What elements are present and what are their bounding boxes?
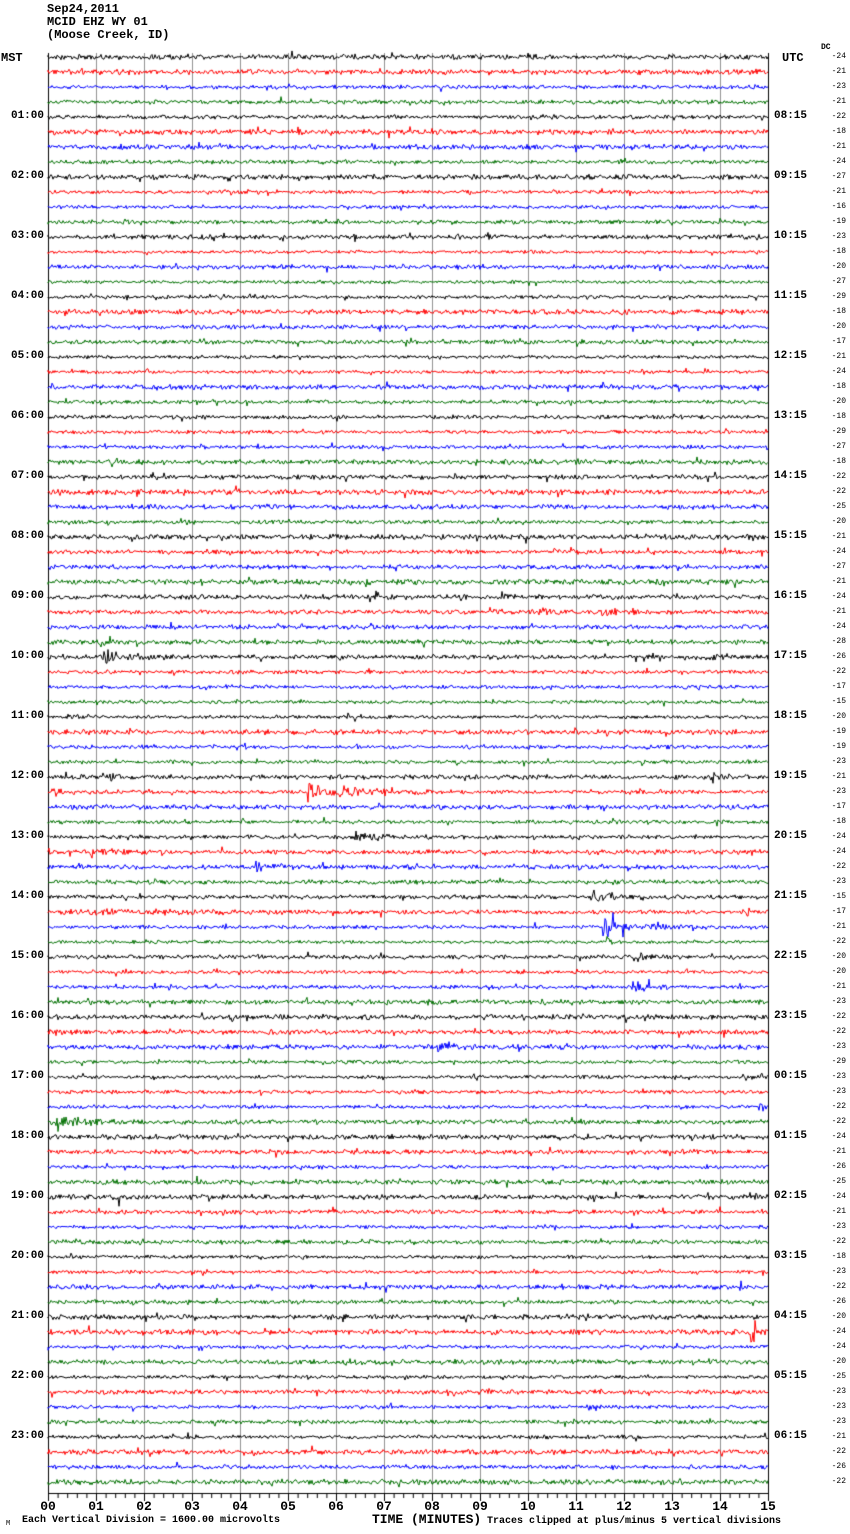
dc-offset-value: -23 xyxy=(831,1402,846,1411)
dc-offset-value: -23 xyxy=(831,1387,846,1396)
mst-hour-label: 20:00 xyxy=(10,1250,44,1262)
mst-hour-label: 05:00 xyxy=(10,350,44,362)
dc-offset-value: -23 xyxy=(831,1087,846,1096)
dc-offset-value: -26 xyxy=(831,1162,846,1171)
utc-hour-label: 12:15 xyxy=(774,350,808,362)
dc-offset-value: -20 xyxy=(831,952,846,961)
dc-offset-value: -22 xyxy=(831,667,846,676)
dc-offset-value: -18 xyxy=(831,457,846,466)
dc-offset-value: -27 xyxy=(831,562,846,571)
dc-offset-value: -26 xyxy=(831,1462,846,1471)
dc-offset-value: -22 xyxy=(831,1027,846,1036)
mst-hour-label: 11:00 xyxy=(10,710,44,722)
dc-offset-value: -18 xyxy=(831,127,846,136)
mst-hour-label: 16:00 xyxy=(10,1010,44,1022)
dc-offset-value: -24 xyxy=(831,367,846,376)
dc-offset-value: -25 xyxy=(831,502,846,511)
dc-offset-value: -22 xyxy=(831,1477,846,1486)
utc-hour-label: 01:15 xyxy=(774,1130,808,1142)
dc-offset-value: -24 xyxy=(831,1192,846,1201)
utc-hour-label: 05:15 xyxy=(774,1370,808,1382)
mst-hour-label: 10:00 xyxy=(10,650,44,662)
utc-hour-label: 20:15 xyxy=(774,830,808,842)
utc-hour-label: 09:15 xyxy=(774,170,808,182)
mst-hour-label: 08:00 xyxy=(10,530,44,542)
utc-hour-label: 08:15 xyxy=(774,110,808,122)
x-axis-tick-label: 08 xyxy=(424,1499,440,1514)
dc-offset-value: -23 xyxy=(831,1267,846,1276)
dc-offset-value: -21 xyxy=(831,1147,846,1156)
dc-offset-value: -21 xyxy=(831,97,846,106)
dc-offset-value: -21 xyxy=(831,352,846,361)
dc-offset-value: -21 xyxy=(831,577,846,586)
dc-offset-value: -24 xyxy=(831,1327,846,1336)
dc-offset-value: -24 xyxy=(831,592,846,601)
dc-offset-value: -17 xyxy=(831,682,846,691)
dc-offset-value: -24 xyxy=(831,847,846,856)
dc-offset-value: -20 xyxy=(831,1312,846,1321)
x-axis-tick-label: 03 xyxy=(184,1499,200,1514)
utc-hour-label: 16:15 xyxy=(774,590,808,602)
utc-hour-label: 15:15 xyxy=(774,530,808,542)
dc-offset-value: -24 xyxy=(831,52,846,61)
dc-offset-value: -18 xyxy=(831,307,846,316)
dc-offset-value: -21 xyxy=(831,67,846,76)
x-axis-tick-label: 09 xyxy=(472,1499,488,1514)
dc-offset-value: -18 xyxy=(831,412,846,421)
x-axis-tick-label: 00 xyxy=(40,1499,56,1514)
utc-hour-label: 06:15 xyxy=(774,1430,808,1442)
clip-note: Traces clipped at plus/minus 5 vertical divisions xyxy=(487,1516,782,1527)
x-axis-tick-label: 04 xyxy=(232,1499,248,1514)
dc-offset-value: -22 xyxy=(831,1282,846,1291)
x-axis-tick-label: 02 xyxy=(136,1499,152,1514)
dc-offset-value: -17 xyxy=(831,337,846,346)
dc-offset-value: -22 xyxy=(831,937,846,946)
dc-offset-value: -26 xyxy=(831,1297,846,1306)
utc-hour-label: 23:15 xyxy=(774,1010,808,1022)
dc-offset-value: -21 xyxy=(831,142,846,151)
dc-offset-value: -16 xyxy=(831,202,846,211)
dc-offset-value: -29 xyxy=(831,1057,846,1066)
utc-hour-label: 22:15 xyxy=(774,950,808,962)
dc-offset-value: -27 xyxy=(831,442,846,451)
dc-offset-value: -19 xyxy=(831,217,846,226)
dc-offset-value: -21 xyxy=(831,922,846,931)
dc-offset-value: -15 xyxy=(831,892,846,901)
mst-hour-label: 07:00 xyxy=(10,470,44,482)
utc-hour-label: 13:15 xyxy=(774,410,808,422)
mst-hour-label: 03:00 xyxy=(10,230,44,242)
x-axis-tick-label: 14 xyxy=(712,1499,728,1514)
dc-offset-value: -25 xyxy=(831,1372,846,1381)
dc-offset-value: -23 xyxy=(831,1417,846,1426)
mst-hour-label: 22:00 xyxy=(10,1370,44,1382)
dc-offset-value: -20 xyxy=(831,517,846,526)
dc-offset-value: -22 xyxy=(831,1012,846,1021)
dc-offset-value: -22 xyxy=(831,112,846,121)
x-axis-tick-label: 06 xyxy=(328,1499,344,1514)
dc-offset-value: -22 xyxy=(831,1237,846,1246)
dc-offset-value: -21 xyxy=(831,1207,846,1216)
utc-hour-label: 17:15 xyxy=(774,650,808,662)
dc-offset-value: -24 xyxy=(831,157,846,166)
utc-hour-label: 21:15 xyxy=(774,890,808,902)
utc-hour-label: 03:15 xyxy=(774,1250,808,1262)
left-axis-header-mst: MST xyxy=(1,51,23,65)
dc-offset-value: -24 xyxy=(831,547,846,556)
mst-hour-label: 21:00 xyxy=(10,1310,44,1322)
x-axis-tick-label: 07 xyxy=(376,1499,392,1514)
dc-offset-value: -20 xyxy=(831,262,846,271)
dc-offset-value: -17 xyxy=(831,907,846,916)
dc-offset-value: -23 xyxy=(831,787,846,796)
mst-hour-label: 19:00 xyxy=(10,1190,44,1202)
mst-hour-label: 02:00 xyxy=(10,170,44,182)
mst-hour-label: 17:00 xyxy=(10,1070,44,1082)
dc-offset-value: -18 xyxy=(831,382,846,391)
mst-hour-label: 06:00 xyxy=(10,410,44,422)
dc-offset-value: -20 xyxy=(831,712,846,721)
dc-offset-value: -24 xyxy=(831,1342,846,1351)
dc-offset-value: -20 xyxy=(831,1357,846,1366)
dc-offset-value: -19 xyxy=(831,742,846,751)
dc-offset-value: -21 xyxy=(831,187,846,196)
title-station: MCID EHZ WY 01 xyxy=(47,15,148,29)
mst-hour-label: 12:00 xyxy=(10,770,44,782)
x-axis-tick-label: 01 xyxy=(88,1499,104,1514)
x-axis-tick-label: 05 xyxy=(280,1499,296,1514)
x-axis-tick-label: 12 xyxy=(616,1499,632,1514)
x-axis-tick-label: 15 xyxy=(760,1499,776,1514)
dc-offset-value: -22 xyxy=(831,1102,846,1111)
dc-offset-value: -25 xyxy=(831,1177,846,1186)
right-axis-header-utc: UTC xyxy=(782,51,804,65)
utc-hour-label: 14:15 xyxy=(774,470,808,482)
dc-offset-value: -22 xyxy=(831,862,846,871)
dc-offset-value: -21 xyxy=(831,532,846,541)
mst-hour-label: 15:00 xyxy=(10,950,44,962)
dc-offset-value: -22 xyxy=(831,487,846,496)
dc-offset-value: -24 xyxy=(831,832,846,841)
dc-offset-value: -21 xyxy=(831,772,846,781)
dc-offset-value: -23 xyxy=(831,997,846,1006)
dc-offset-value: -24 xyxy=(831,1132,846,1141)
dc-offset-value: -21 xyxy=(831,1432,846,1441)
dc-offset-value: -29 xyxy=(831,427,846,436)
utc-hour-label: 04:15 xyxy=(774,1310,808,1322)
dc-offset-value: -21 xyxy=(831,982,846,991)
utc-hour-label: 10:15 xyxy=(774,230,808,242)
dc-offset-value: -23 xyxy=(831,1222,846,1231)
dc-offset-value: -17 xyxy=(831,802,846,811)
dc-offset-value: -21 xyxy=(831,607,846,616)
x-axis-tick-label: 10 xyxy=(520,1499,536,1514)
utc-hour-label: 18:15 xyxy=(774,710,808,722)
title-date: Sep24,2011 xyxy=(47,2,120,16)
x-axis-tick-label: 13 xyxy=(664,1499,680,1514)
dc-offset-value: -18 xyxy=(831,817,846,826)
mst-hour-label: 18:00 xyxy=(10,1130,44,1142)
dc-offset-value: -26 xyxy=(831,652,846,661)
vertical-division-scale-note: Each Vertical Division = 1600.00 microvolts xyxy=(22,1515,281,1526)
mst-hour-label: 23:00 xyxy=(10,1430,44,1442)
mst-hour-label: 13:00 xyxy=(10,830,44,842)
utc-hour-label: 11:15 xyxy=(774,290,808,302)
dc-offset-column-header: DC xyxy=(821,43,831,52)
mst-hour-label: 04:00 xyxy=(10,290,44,302)
dc-offset-value: -23 xyxy=(831,1042,846,1051)
dc-offset-value: -24 xyxy=(831,622,846,631)
dc-offset-value: -23 xyxy=(831,232,846,241)
dc-offset-value: -23 xyxy=(831,1072,846,1081)
dc-offset-value: -23 xyxy=(831,82,846,91)
dc-offset-value: -27 xyxy=(831,172,846,181)
dc-offset-value: -29 xyxy=(831,292,846,301)
dc-offset-value: -19 xyxy=(831,727,846,736)
dc-offset-value: -28 xyxy=(831,637,846,646)
utc-hour-label: 19:15 xyxy=(774,770,808,782)
mst-hour-label: 01:00 xyxy=(10,110,44,122)
dc-offset-value: -23 xyxy=(831,877,846,886)
dc-offset-value: -15 xyxy=(831,697,846,706)
x-axis-title: TIME (MINUTES) xyxy=(372,1512,482,1527)
mst-hour-label: 09:00 xyxy=(10,590,44,602)
title-location: (Moose Creek, ID) xyxy=(47,28,170,42)
dc-offset-value: -18 xyxy=(831,247,846,256)
dc-offset-value: -20 xyxy=(831,322,846,331)
dc-offset-value: -27 xyxy=(831,277,846,286)
dc-offset-value: -20 xyxy=(831,967,846,976)
dc-offset-value: -23 xyxy=(831,757,846,766)
corner-mark: M xyxy=(6,1520,11,1528)
utc-hour-label: 02:15 xyxy=(774,1190,808,1202)
dc-offset-value: -22 xyxy=(831,472,846,481)
dc-offset-value: -20 xyxy=(831,397,846,406)
x-axis-tick-label: 11 xyxy=(568,1499,584,1514)
dc-offset-value: -22 xyxy=(831,1447,846,1456)
dc-offset-value: -18 xyxy=(831,1252,846,1261)
utc-hour-label: 00:15 xyxy=(774,1070,808,1082)
dc-offset-value: -22 xyxy=(831,1117,846,1126)
mst-hour-label: 14:00 xyxy=(10,890,44,902)
